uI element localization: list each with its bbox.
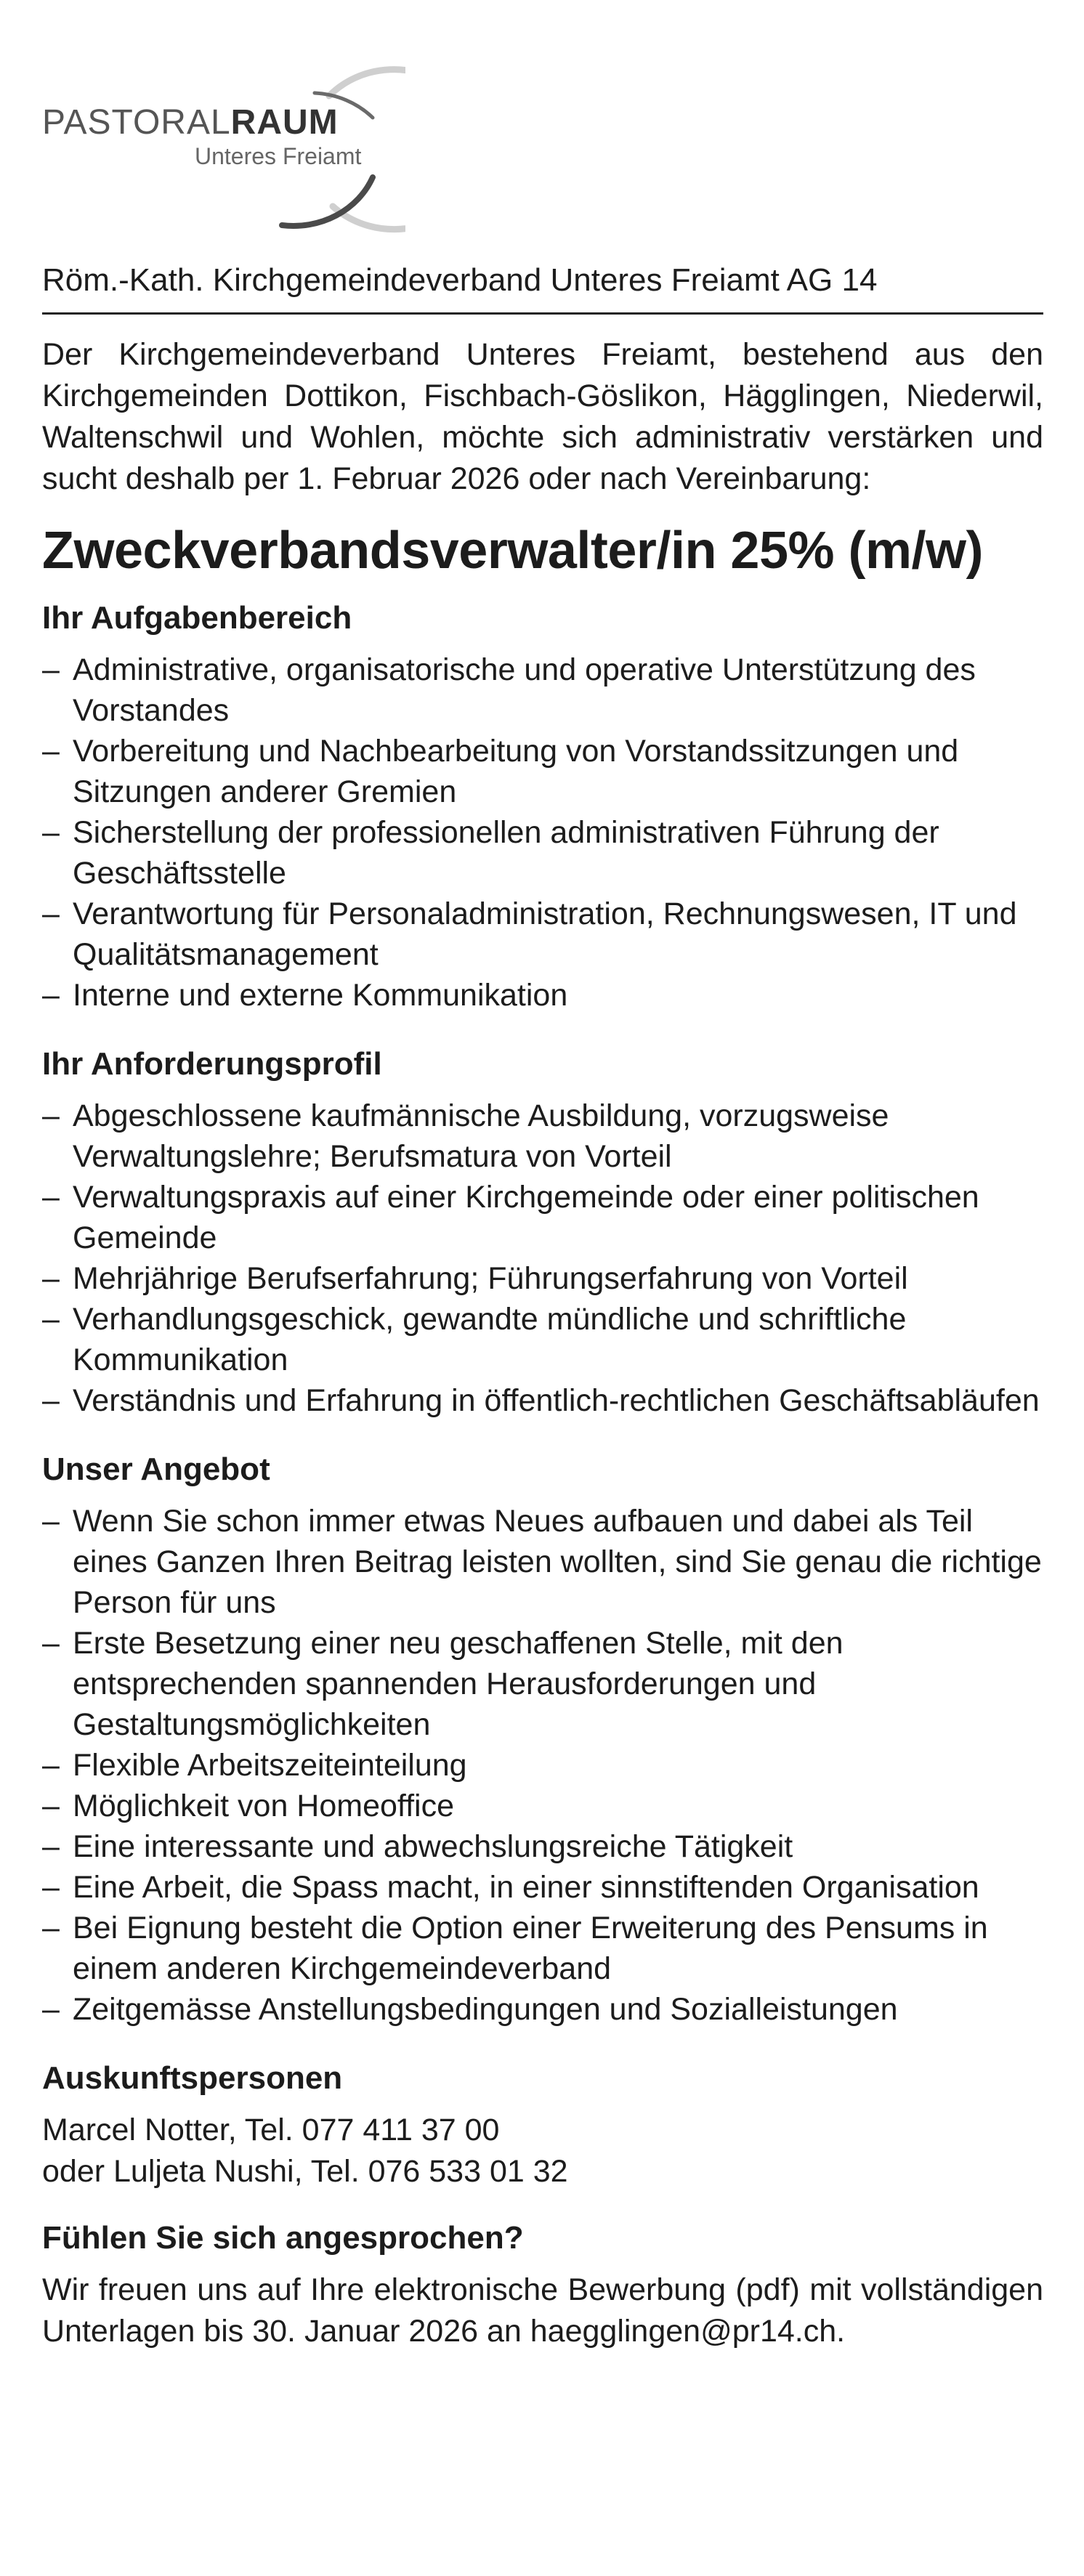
- list-item-text: Interne und externe Kommunikation: [73, 978, 568, 1013]
- list-item-text: Abgeschlossene kaufmännische Ausbildung, vorzugsweise Verwaltungslehre; Berufsmatura von Vorteil: [73, 1098, 889, 1174]
- contact-line-2: oder Luljeta Nushi, Tel. 076 533 01 32: [42, 2154, 568, 2189]
- list-item: [42, 1501, 1043, 1623]
- list-item: [42, 649, 1043, 731]
- list-item-text: Eine interessante und abwechslungsreiche Tätigkeit: [73, 1829, 793, 1864]
- list-item: [42, 1258, 1043, 1299]
- dash-bullet: –: [42, 1748, 60, 1783]
- logo-graphic: [42, 61, 405, 235]
- list-item: [42, 812, 1043, 894]
- dash-bullet: –: [42, 815, 60, 850]
- dash-bullet: –: [42, 1180, 60, 1215]
- contacts-block: [42, 2110, 1043, 2192]
- list-item: [42, 1745, 1043, 1786]
- dash-bullet: –: [42, 1383, 60, 1418]
- list-item-text: Verantwortung für Personaladministration, Rechnungswesen, IT und Qualitätsmanagement: [73, 896, 1017, 972]
- contact-line-1: Marcel Notter, Tel. 077 411 37 00: [42, 2113, 500, 2147]
- list-item: [42, 975, 1043, 1016]
- list-item-text: Verständnis und Erfahrung in öffentlich-rechtlichen Geschäftsabläufen: [73, 1383, 1040, 1418]
- svg-text:PASTORALRAUM: [42, 103, 339, 142]
- list-item: [42, 1908, 1043, 1989]
- section-heading-anforderungen: Ihr Anforderungsprofil: [42, 1046, 382, 1082]
- closing-paragraph: Wir freuen uns auf Ihre elektronische Bewerbung (pdf) mit vollständigen Unterlagen bis 30. Januar 2026 an haegglingen@pr14.ch.: [42, 2272, 1043, 2349]
- intro-paragraph: Der Kirchgemeindeverband Unteres Freiamt, bestehend aus den Kirchgemeinden Dottikon, Fischbach-Göslikon, Hägglingen, Niederwil, Waltenschwil und Wohlen, möchte sich administrativ verstärken und sucht deshalb per 1. Februar 2026 oder nach Vereinbarung:: [42, 337, 1043, 496]
- dash-bullet: –: [42, 1504, 60, 1539]
- list-item-text: Vorbereitung und Nachbearbeitung von Vorstandssitzungen und Sitzungen anderer Gremien: [73, 734, 959, 809]
- dash-bullet: –: [42, 1992, 60, 2027]
- closing-heading: Fühlen Sie sich angesprochen?: [42, 2220, 524, 2256]
- job-title: Zweckverbandsverwalter/in 25% (m/w): [42, 522, 984, 580]
- dash-bullet: –: [42, 1302, 60, 1337]
- list-item: [42, 1867, 1043, 1908]
- section-heading-aufgaben: Ihr Aufgabenbereich: [42, 600, 352, 636]
- list-item: [42, 1177, 1043, 1258]
- list-item: [42, 1989, 1043, 2030]
- list-item-text: Zeitgemässe Anstellungsbedingungen und Sozialleistungen: [73, 1992, 898, 2027]
- logo-word-regular: PASTORAL: [42, 103, 231, 142]
- anforderungen-list: [42, 1095, 1043, 1421]
- list-item: [42, 1786, 1043, 1826]
- dash-bullet: –: [42, 1261, 60, 1296]
- dash-bullet: –: [42, 896, 60, 931]
- dash-bullet: –: [42, 1789, 60, 1823]
- organization-name: Röm.-Kath. Kirchgemeindeverband Unteres Freiamt AG 14: [42, 260, 1043, 315]
- pastoralraum-logo: [42, 61, 405, 235]
- list-item-text: Administrative, organisatorische und operative Unterstützung des Vorstandes: [73, 652, 976, 728]
- ad-content: [42, 334, 1043, 2352]
- list-item: [42, 1826, 1043, 1867]
- list-item: [42, 1380, 1043, 1421]
- logo-subtitle: Unteres Freiamt: [195, 143, 362, 169]
- aufgaben-list: [42, 649, 1043, 1016]
- list-item: [42, 894, 1043, 975]
- list-item-text: Flexible Arbeitszeiteinteilung: [73, 1748, 467, 1783]
- list-item: [42, 1095, 1043, 1177]
- angebot-list: [42, 1501, 1043, 2030]
- list-item-text: Verhandlungsgeschick, gewandte mündliche und schriftliche Kommunikation: [73, 1302, 907, 1377]
- dash-bullet: –: [42, 978, 60, 1013]
- dash-bullet: –: [42, 1626, 60, 1661]
- dash-bullet: –: [42, 734, 60, 769]
- dash-bullet: –: [42, 652, 60, 687]
- dash-bullet: –: [42, 1829, 60, 1864]
- list-item-text: Wenn Sie schon immer etwas Neues aufbauen und dabei als Teil eines Ganzen Ihren Beitrag leisten wollten, sind Sie genau die richtige Person für uns: [73, 1504, 1042, 1620]
- dash-bullet: –: [42, 1870, 60, 1905]
- list-item-text: Mehrjährige Berufserfahrung; Führungserfahrung von Vorteil: [73, 1261, 908, 1296]
- logo-word-bold: RAUM: [230, 103, 339, 142]
- list-item: [42, 1299, 1043, 1380]
- list-item-text: Eine Arbeit, die Spass macht, in einer sinnstiftenden Organisation: [73, 1870, 979, 1905]
- list-item-text: Möglichkeit von Homeoffice: [73, 1789, 455, 1823]
- dash-bullet: –: [42, 1911, 60, 1945]
- list-item-text: Erste Besetzung einer neu geschaffenen Stelle, mit den entsprechenden spannenden Herausforderungen und Gestaltungsmöglichkeiten: [73, 1626, 844, 1742]
- list-item-text: Sicherstellung der professionellen administrativen Führung der Geschäftsstelle: [73, 815, 939, 891]
- list-item-text: Bei Eignung besteht die Option einer Erweiterung des Pensums in einem anderen Kirchgemeindeverband: [73, 1911, 988, 1986]
- list-item: [42, 1623, 1043, 1745]
- section-heading-angebot: Unser Angebot: [42, 1451, 270, 1487]
- list-item-text: Verwaltungspraxis auf einer Kirchgemeinde oder einer politischen Gemeinde: [73, 1180, 979, 1255]
- list-item: [42, 731, 1043, 812]
- dash-bullet: –: [42, 1098, 60, 1133]
- contacts-heading: Auskunftspersonen: [42, 2060, 343, 2096]
